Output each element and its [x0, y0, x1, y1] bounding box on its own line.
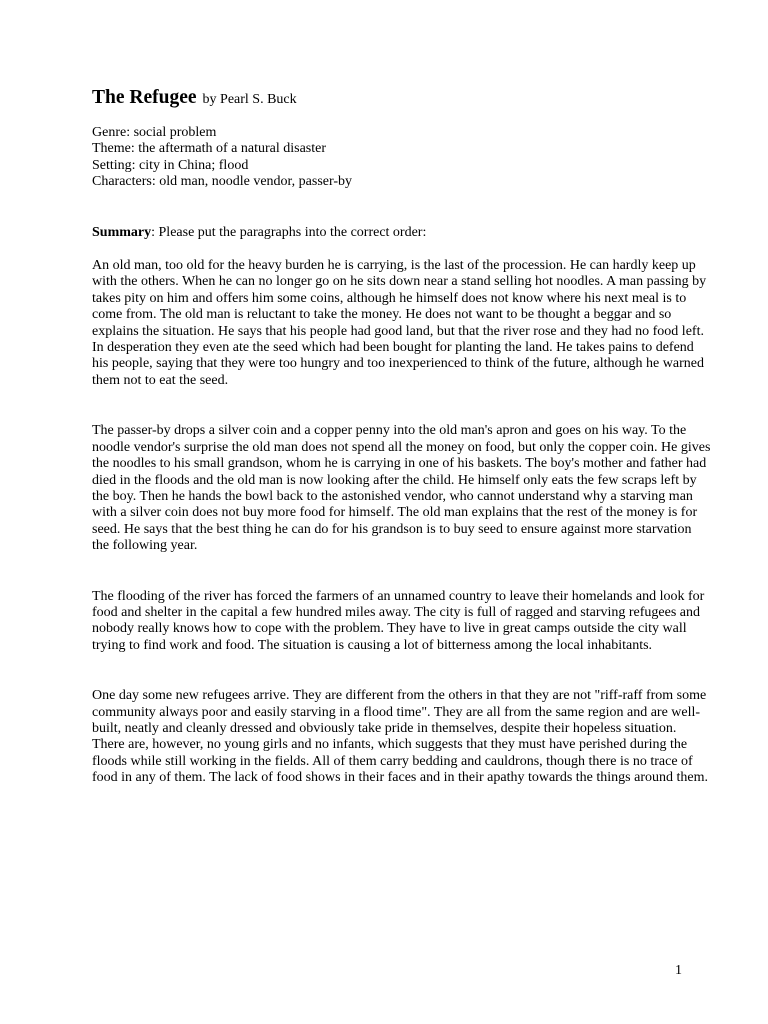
- summary-heading: [92, 225, 712, 241]
- theme-line: Theme: the aftermath of a natural disaster: [92, 141, 327, 157]
- characters-line: Characters: old man, noodle vendor, passer-by: [92, 174, 353, 190]
- paragraph-4: One day some new refugees arrive. They are different from the others in that they are not "riff-raff from some community always poor and easily starving in a flood time". They are all from the same region and are well-built, neatly and cleanly dressed and obviously take pride in themselves, despite their hopeless situation. There are, however, no young girls and no infants, which suggests that they must have perished during the floods while still working in the fields. All of them carry bedding and cauldrons, though there is no trace of food in any of them. The lack of food shows in their faces and in their apathy towards the things around them.: [92, 688, 708, 786]
- story-metadata: [92, 125, 712, 191]
- paragraph-2: The passer-by drops a silver coin and a copper penny into the old man's apron and goes on his way. To the noodle vendor's surprise the old man does not spend all the money on food, but only the copper coin. He gives the noodles to his small grandson, whom he is carrying in one of his baskets. The boy's mother and father had died in the floods and the old man is now looking after the child. He himself only eats the few scraps left by the boy. Then he hands the bowl back to the astonished vendor, who cannot understand why a starving man with a silver coin does not buy more food for himself. The old man explains that the rest of the money is for seed. He says that the best thing he can do for his grandson is to buy seed to ensure against more starvation the following year.: [92, 423, 711, 554]
- document-byline: by Pearl S. Buck: [202, 92, 297, 107]
- genre-line: Genre: social problem: [92, 125, 217, 140]
- page-number: 1: [675, 963, 682, 978]
- summary-instruction: : Please put the paragraphs into the correct order:: [151, 224, 427, 240]
- paragraph-1: An old man, too old for the heavy burden he is carrying, is the last of the procession. He can hardly keep up with the others. When he can no longer go on he sits down near a stand selling hot noodles. A man passing by takes pity on him and offers him some coins, although he himself does not know where his next meal is to come from. The old man is reluctant to take the money. He does not want to be thought a beggar and so explains the situation. He says that his people had good land, but that the river rose and they had no food left. In desperation they even ate the seed which had been bought for planting the land. He takes pains to defend his people, saying that they were too hungry and too inexperienced to think of the future, although he warned them not to eat the seed.: [92, 258, 707, 388]
- paragraph-3: The flooding of the river has forced the farmers of an unnamed country to leave their homelands and look for food and shelter in the capital a few hundred miles away. The city is full of ragged and starving refugees and nobody really knows how to cope with the problem. They have to live in great camps outside the city wall trying to find work and food. The situation is causing a lot of bitterness among the local inhabitants.: [92, 588, 705, 653]
- title-line: [92, 86, 712, 112]
- document-title: The Refugee: [92, 87, 197, 108]
- setting-line: Setting: city in China; flood: [92, 157, 249, 173]
- document-page: [92, 86, 712, 787]
- summary-label: Summary: [92, 224, 152, 240]
